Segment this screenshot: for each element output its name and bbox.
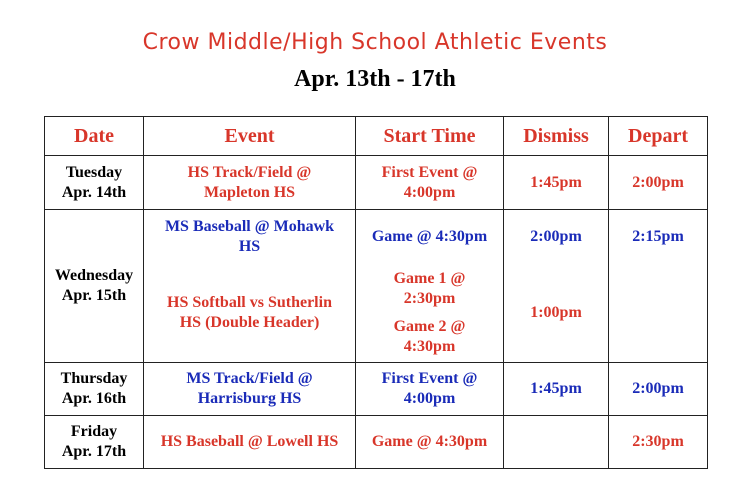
table-row: [45, 265, 708, 363]
start-time-cell: First Event @ 4:00pm: [356, 156, 504, 210]
table-row: [45, 416, 708, 469]
dismiss-cell: [504, 416, 609, 469]
dismiss-cell: 2:00pm: [504, 210, 609, 265]
event-cell: HS Track/Field @ Mapleton HS: [144, 156, 356, 210]
header-row: [45, 117, 708, 156]
dismiss-cell: 1:00pm: [504, 265, 609, 363]
event-cell: MS Baseball @ Mohawk HS: [144, 210, 356, 265]
page-title: Crow Middle/High School Athletic Events: [142, 30, 608, 55]
date-cell: Friday Apr. 17th: [45, 416, 144, 469]
dismiss-cell: 1:45pm: [504, 363, 609, 416]
depart-cell: 2:00pm: [609, 156, 708, 210]
start-time-cell: Game 1 @ 2:30pm Game 2 @ 4:30pm: [356, 265, 504, 363]
event-cell: MS Track/Field @ Harrisburg HS: [144, 363, 356, 416]
date-cell: Wednesday Apr. 15th: [45, 210, 144, 363]
depart-cell: 2:00pm: [609, 363, 708, 416]
depart-cell: 2:15pm: [609, 210, 708, 265]
table-row: [45, 156, 708, 210]
table-row: [45, 363, 708, 416]
dismiss-cell: 1:45pm: [504, 156, 609, 210]
table-row: [45, 210, 708, 265]
depart-cell: [609, 265, 708, 363]
event-cell: HS Softball vs Sutherlin HS (Double Header): [144, 265, 356, 363]
events-table: [44, 116, 708, 469]
start-time-cell: First Event @ 4:00pm: [356, 363, 504, 416]
start-time-cell: Game @ 4:30pm: [356, 416, 504, 469]
start-time-cell: Game @ 4:30pm: [356, 210, 504, 265]
event-cell: HS Baseball @ Lowell HS: [144, 416, 356, 469]
header-event: Event: [144, 117, 356, 156]
header-depart: Depart: [609, 117, 708, 156]
header-start-time: Start Time: [356, 117, 504, 156]
date-range: Apr. 13th - 17th: [294, 66, 456, 92]
date-cell: Thursday Apr. 16th: [45, 363, 144, 416]
depart-cell: 2:30pm: [609, 416, 708, 469]
header-date: Date: [45, 117, 144, 156]
header-dismiss: Dismiss: [504, 117, 609, 156]
date-cell: Tuesday Apr. 14th: [45, 156, 144, 210]
